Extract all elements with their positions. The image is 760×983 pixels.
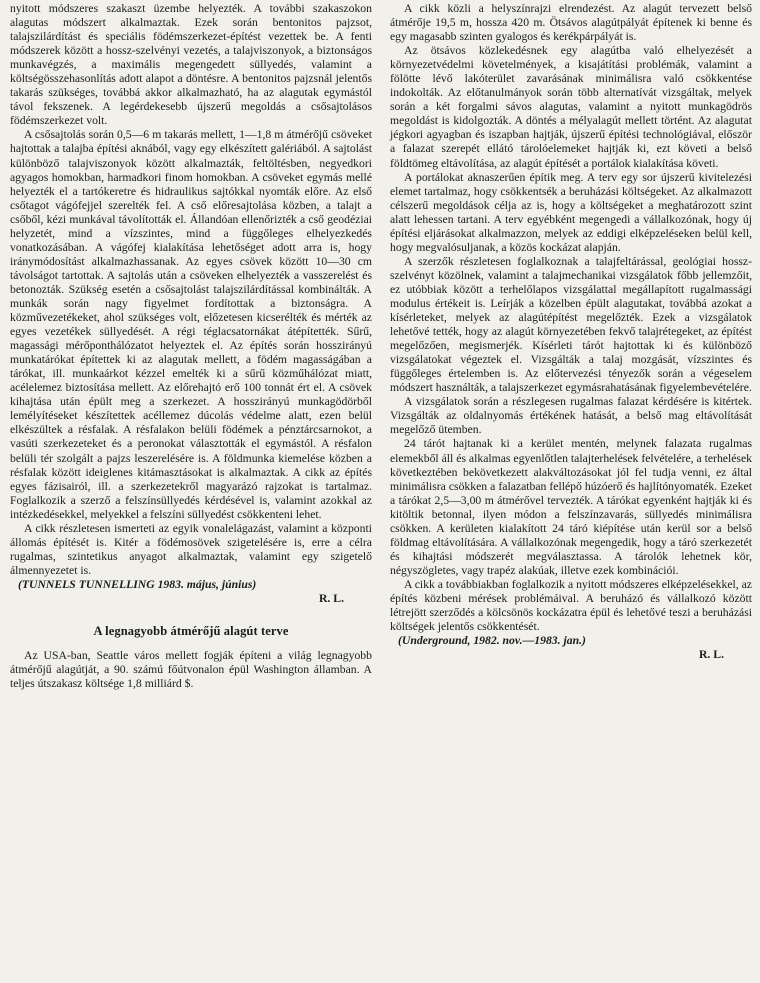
article2-paragraph-3: Az ötsávos közlekedésnek egy alagútba való elhelyezését a környezetvédelmi követelmények, a kisajátítási problémák, valamint a fölötte lévő lakóterület zavarásának minimálisra való csökkentése indokolták. Az előtanulmányok során több alternatívát vizsgáltak, melyek során a két forgalmi sávos alagutas, valamint a nyitott munkagödrös megoldást is kidolgozták. A döntés a mélyalagút mellett történt. Az alagutat jégkori agyagban és iszapban hajtják, újszerű építési technológiával, először a falazat szerepét ellátó tárolóelemeket hajtják ki, ezt követi a belső földtömeg eltávolítása, az alagút építését a portálok kialakítása követi. [390,44,752,170]
article2-heading: A legnagyobb átmérőjű alagút terve [93,624,289,639]
article2-paragraph-5: A szerzők részletesen foglalkoznak a talajfeltárással, geológiai hossz-szelvényt közölnek, valamint a talajmechanikai vizsgálatok főbb jellemzőit, ez utóbbiak között a terhelőlapos vizsgálattal megállapított rugalmassági modulus értékeit is. Leírják a közelben épült alagutakat, továbbá azokat a kísérleteket, melyek az alagútépítést megelőzték. Ezek a vizsgálatok lehetővé tették, hogy az alagút környezetében fekvő talajrétegeket, az építést megelőzően, megismerjék. Kísérleti tárót hajtottak ki és különböző vizsgálatokat végeztek el. Vizsgálták a talaj mozgását, vízszintes és függőleges értelemben is. Az előtervezési tényezők során a végeselem módszert használták, a talajszerkezet egymásrahatásának figyelembevételére. [390,254,752,395]
article1-initials: R. L. [318,591,344,605]
article2-paragraph-6: A vizsgálatok során a részlegesen rugalmas falazat kérdésére is kitértek. Vizsgálták az oldalnyomás értékének hatását, a belső mag eltávolítását megelőző ütemben. [390,395,752,437]
article2-paragraph-1: Az USA-ban, Seattle város mellett fogják építeni a világ legnagyobb átmérőjű alagútját, a 90. számú főútvonalon épül Washington államban. A teljes útszakasz költsége 1,8 milliárd $. [10,649,372,691]
article2-paragraph-2: A cikk közli a helyszínrajzi elrendezést. Az alagút tervezett belső átmérője 19,5 m, hossza 420 m. Ötsávos alagútpályát építenek ki benne és egy magasabb szinten gyalogos és kerékpárpályát is. [390,2,752,44]
article2-paragraph-8: A cikk a továbbiakban foglalkozik a nyitott módszeres elképzelésekkel, az építés közbeni mérések problémáival. A beruházó és vállalkozó között létrejött szerződés a kölcsönös kockázatra épül és lehetővé teszi a beruházási költségek jelentős csökkentését. [390,577,752,634]
article2-source: (Underground, 1982. nov.—1983. jan.) [398,634,586,648]
article1-source: (TUNNELS TUNNELLING 1983. május, június) [18,577,257,591]
article2-initials: R. L. [698,648,724,662]
article1-paragraph-2: A csősajtolás során 0,5—6 m takarás mellett, 1—1,8 m átmérőjű csöveket hajtottak a talajba építési aknából, vagy egy elkészített galériából. A sajtolást különböző talajviszonyok között alkalmazták, feltöltésben, negyedkori agyagos homokban, harmadkori finom homokban. A csöveket egymás mellé helyezték el a tartókeretre és hidraulikus sajtókkal nyomták előre. Az első csőtagot vágófejjel szerelték fel. A cső előresajtolása közben, a talajt a csőből, kézi munkával távolították el. Állandóan ellenőrizték a cső geodéziai helyzetét, mind a vízszintes, mind a függőleges elhelyezkedés vonatkozásában. A vágófej kialakítása lehetőséget adott arra is, hogy iránymódosítást alkalmazhassanak. Az egyes csövek között 10—30 cm távolságot tartottak. A sajtolás után a csöveken elhelyezték a vasszerelést és betonozták. Szükség esetén a csősajtolást talajszilárdítással kombinálták. A munkák során nagy figyelmet fordítottak a biztonságra. A közművezetékeket, ahol szükséges volt, előzetesen kicserélték és mérték az egyes vezetékek süllyedését. A régi téglacsatornákat átépítették. Sűrű, magassági mérőponthálózatot helyeztek el. Az építés során hosszirányú munkatárókat építettek ki az alagutak mellett, a födém magasságában a tárókat, ill. munkaárkot kézzel emelték ki a sűrű közműhálózat miatt, acélelemez biztosítása mellett. Az előrehajtó erő 100 tonnát ért el. A csövek kihajtása után épült meg a szerkezet. A hosszirányú munkagödörből lemélyítéseket készítettek acéllemez dúcolás védelme alatt, ezen belül elkészültek a résfalak. A résfalakon belüli födémek a pénztárcsarnokot, a vasúti szerkezeteket és a peronokat választották el egymástól. A résfalon belüli tér szolgált a pajzs leszerelésére is. A földmunka kiemelése közben a résfalak között ideiglenes kitámasztásokat is alkalmaztak. A cikk az építés egyes fázisairól, ill. a szerkezetekről magyarázó rajzokat is tartalmaz. Foglalkozik a szerző a felszínsüllyedés kérdésével is, valamint azokkal az intézkedésekkel, melyekkel a felszíni süllyedést csökkenteni lehet. [10,128,372,521]
right-column [390,2,752,662]
article2-paragraph-4: A portálokat aknaszerűen építik meg. A terv egy sor újszerű kivitelezési elemet tartalmaz, hogy csökkentsék a beruházási költségeket. Az alkalmazott célszerű megoldások célja az is, hogy a költségeket a meghatározott szint alatt lehessen tartani. A terv egyébként megengedi a vállalkozónak, hogy új építési eljárásokat alkalmazzon, melyek az eddigi elképzeléseken belül kell, hogy megvalósuljanak, a közös kockázat alapján. [390,170,752,254]
article2-paragraph-7: 24 tárót hajtanak ki a kerület mentén, melynek falazata rugalmas elemekből áll és alkalmas egyenlőtlen talajterhelések felvételére, a terhelések következtében bekövetkezett alakváltozásokat jól fel tudja venni, ez által minimálisra csökken a falazatban fellépő húzóerő és hajlítónyomaték. Ezeket a tárókat 2,5—3,00 m átmérővel tervezték. A tárókat egyenként hajtják ki és kitöltik betonnal, ilyen módon a felszínzavarás, süllyedés minimálisra csökken. A kerületen kialakított 24 táró kiépítése után kerül sor a belső földmag eltávolítására. A vállalkozónak megengedik, hogy a táró szerkezetét és kihajtási módszerét megválasztassa. A tárolók lehetnek kör, négyszögletes, vagy trapéz alakúak, illetve ezek kombinációi. [390,437,752,577]
left-column [10,2,372,691]
article1-paragraph-3: A cikk részletesen ismerteti az egyik vonalelágazást, valamint a központi állomás építését is. Kitér a födémosövek szigetelésére is, erre a célra rugalmas, szintetikus anyagot alkalmaztak, valamint egy szigetelő álmennyezetet is. [10,521,372,577]
article1-paragraph-1: nyitott módszeres szakaszt üzembe helyezték. A további szakaszokon alagutas módszert alkalmaztak. Ezek során bentonitos pajzsot, talajszilárdítást és speciális födémszerkezet-építést vezettek be. A fenti módszerek között a hossz-szelvényi vezetés, a talajviszonyok, a biztonságos munkavégzés, a maximális megengedett süllyedés, valamint a költségösszehasonlítás adott alapot a döntésre. A bentonitos pajzsnál jelentős takarás szükséges, továbbá akkor alkalmazható, ha az alagutak egymástól távol fekszenek. A legérdekesebb újszerű megoldás a csősajtolásos födémszerkezet volt. [10,2,372,128]
